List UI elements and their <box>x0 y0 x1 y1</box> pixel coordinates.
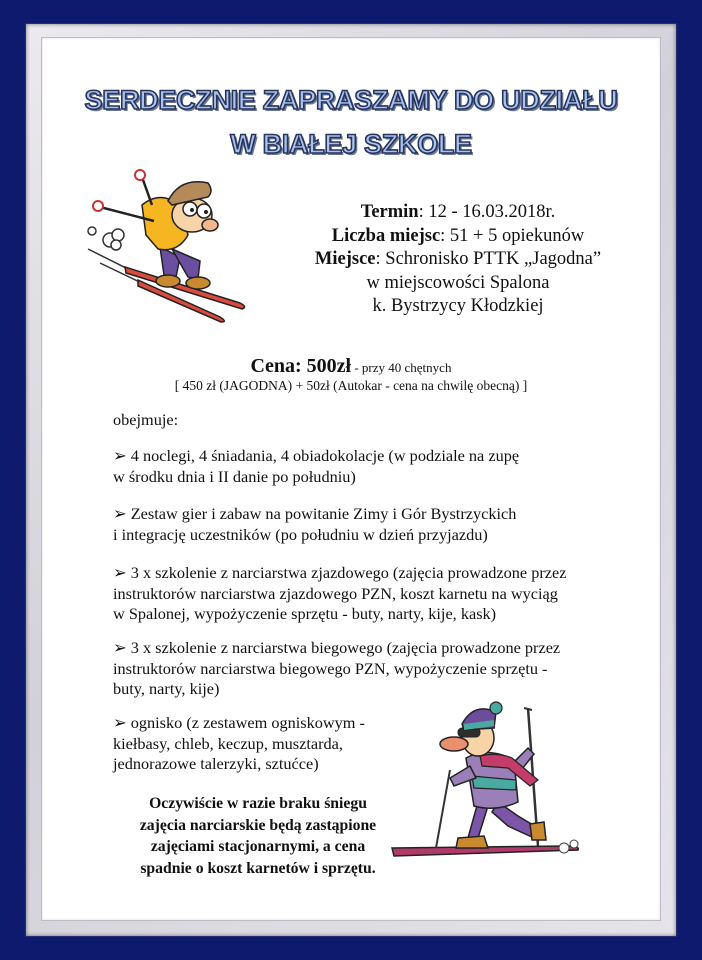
closing-note <box>108 793 408 879</box>
downhill-skier-illustration <box>80 165 255 325</box>
list-item <box>113 713 365 775</box>
cross-country-skier-illustration <box>388 698 588 868</box>
closing-line: Oczywiście w razie braku śniegu <box>149 795 367 812</box>
closing-line: zajęciami stacjonarnymi, a cena <box>150 838 366 855</box>
location-line-2: w miejscowości Spalona <box>366 272 550 293</box>
price-detail: [ 450 zł (JAGODNA) + 50zł (Autokar - cena na chwilę obecną) ] <box>174 378 528 393</box>
list-item-line: kiełbasy, chleb, keczup, musztarda, <box>113 733 343 753</box>
list-item-line: 3 x szkolenie z narciarstwa biegowego (zajęcia prowadzone przez <box>126 638 561 657</box>
list-item <box>113 446 519 487</box>
term-value: : 12 - 16.03.2018r. <box>418 202 556 222</box>
list-item-line: ognisko (z zestawem ogniskowym - <box>126 713 365 732</box>
places-value: : 51 + 5 opiekunów <box>440 225 585 246</box>
price-main: Cena: 500zł <box>250 355 352 377</box>
location-line-3: k. Bystrzycy Kłodzkiej <box>372 296 544 316</box>
list-item-line: instruktorów narciarstwa zjazdowego PZN, koszt karnetu na wyciąg <box>113 583 558 603</box>
list-item <box>113 563 566 625</box>
list-item-line: jednorazowe talerzyki, sztućce) <box>113 754 319 773</box>
list-item <box>113 638 560 700</box>
location-value: : Schronisko PTTK „Jagodna” <box>375 249 602 269</box>
location-label: Miejsce <box>314 249 376 269</box>
closing-line: spadnie o koszt karnetów i sprzętu. <box>140 859 376 877</box>
info-places <box>258 225 658 249</box>
list-item-line: w środku dnia i II danie po południu) <box>113 466 356 486</box>
arrow-bullet-icon: ➢ <box>113 563 127 582</box>
arrow-bullet-icon: ➢ <box>113 638 127 657</box>
arrow-bullet-icon: ➢ <box>113 446 127 465</box>
list-item-line: instruktorów narciarstwa biegowego PZN, wypożyczenie sprzętu - <box>113 658 548 678</box>
list-item-line: w Spalonej, wypożyczenie sprzętu - buty, narty, kije, kask) <box>113 604 497 623</box>
price-line <box>0 355 702 378</box>
arrow-bullet-icon: ➢ <box>113 504 127 523</box>
arrow-bullet-icon: ➢ <box>113 713 127 732</box>
list-item-line: 4 noclegi, 4 śniadania, 4 obiadokolacje (w podziale na zupę <box>126 446 520 465</box>
list-item-line: i integrację uczestników (po południu w dzień przyjazdu) <box>113 524 488 544</box>
info-location <box>258 248 658 272</box>
info-term <box>258 201 658 225</box>
list-item-line: 3 x szkolenie z narciarstwa zjazdowego (zajęcia prowadzone przez <box>126 563 567 582</box>
title-line-2: W BIAŁEJ SZKOLE <box>230 129 472 159</box>
places-label: Liczba miejsc <box>331 225 441 246</box>
term-label: Termin <box>360 202 419 222</box>
title-line-1: SERDECZNIE ZAPRASZAMY DO UDZIAŁU <box>84 85 618 115</box>
price-note: - przy 40 chętnych <box>351 360 452 375</box>
list-item-line: buty, narty, kije) <box>113 679 220 698</box>
list-item-line: Zestaw gier i zabaw na powitanie Zimy i Gór Bystrzyckich <box>126 504 517 523</box>
list-item <box>113 504 516 545</box>
closing-line: zajęcia narciarskie będą zastąpione <box>139 816 377 834</box>
includes-label: obejmuje: <box>113 410 179 429</box>
